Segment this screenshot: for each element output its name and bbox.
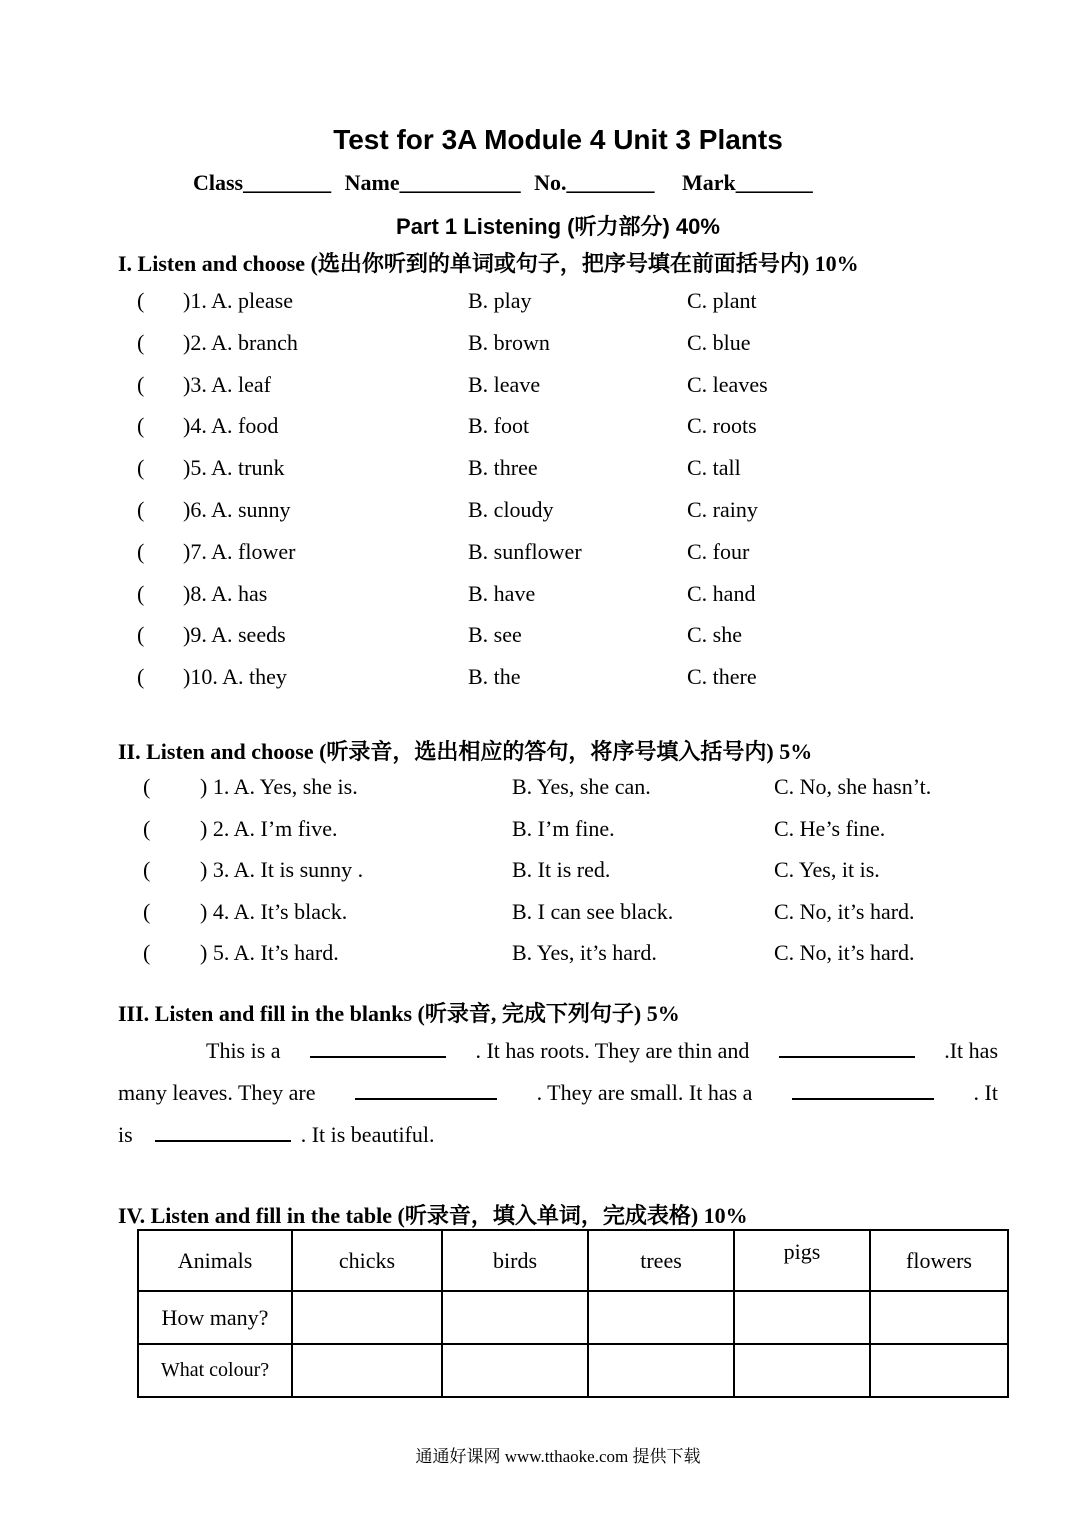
question-row	[0, 497, 1087, 527]
table-row	[138, 1344, 1008, 1397]
answer-bracket[interactable]: (	[137, 664, 145, 690]
section-1-heading: I. Listen and choose (选出你听到的单词或句子，把序号填在前面括号内) 10%	[118, 251, 859, 276]
question-row	[0, 816, 1087, 846]
page-title: Test for 3A Module 4 Unit 3 Plants	[333, 124, 783, 155]
option-c: C. roots	[687, 413, 757, 439]
paragraph-text: . They are small. It has a	[536, 1080, 753, 1105]
question-row	[0, 581, 1087, 611]
paragraph-text: .It has	[944, 1038, 998, 1063]
paragraph-text: . It has roots. They are thin and	[475, 1038, 750, 1063]
section-2-heading: II. Listen and choose (听录音，选出相应的答句，将序号填入括号内) 5%	[118, 739, 813, 764]
table-header-cell: chicks	[292, 1230, 442, 1291]
paragraph-text: . It is beautiful.	[300, 1122, 435, 1147]
student-info-line	[193, 170, 821, 196]
answer-blank[interactable]	[155, 1120, 291, 1142]
option-a: )8. A. has	[183, 580, 268, 606]
option-b: B. the	[468, 664, 521, 690]
answer-bracket[interactable]: (	[143, 940, 151, 965]
option-a: ) 1. A. Yes, she is.	[200, 774, 358, 799]
option-b: B. I’m fine.	[512, 815, 615, 841]
answer-bracket[interactable]: (	[137, 371, 145, 397]
answer-bracket[interactable]: (	[137, 413, 145, 439]
option-c: C. No, it’s hard.	[774, 898, 915, 924]
answer-cell[interactable]	[292, 1344, 442, 1397]
answer-cell[interactable]	[870, 1344, 1008, 1397]
answer-table	[137, 1229, 1009, 1398]
option-c: C. He’s fine.	[774, 815, 886, 841]
number-field[interactable]: No.________	[534, 170, 655, 195]
answer-bracket[interactable]: (	[137, 288, 145, 313]
option-b: B. Yes, it’s hard.	[512, 940, 657, 965]
option-c: C. Yes, it is.	[774, 857, 880, 882]
answer-bracket[interactable]: (	[143, 815, 151, 841]
answer-bracket[interactable]: (	[137, 455, 145, 481]
question-row	[0, 899, 1087, 929]
answer-bracket[interactable]: (	[143, 857, 151, 882]
option-a: ) 4. A. It’s black.	[200, 898, 348, 924]
answer-bracket[interactable]: (	[143, 774, 151, 799]
table-row-label: How many?	[138, 1291, 292, 1344]
option-a: )4. A. food	[183, 413, 279, 439]
option-c: C. she	[687, 622, 742, 648]
table-header-cell: pigs	[734, 1230, 870, 1291]
paragraph-text: . It	[973, 1080, 998, 1105]
question-row	[0, 330, 1087, 360]
table-header-cell: trees	[588, 1230, 734, 1291]
option-a: )7. A. flower	[183, 538, 296, 564]
option-a: )5. A. trunk	[183, 455, 285, 481]
table-row-label: What colour?	[138, 1344, 292, 1397]
option-c: C. No, she hasn’t.	[774, 774, 932, 799]
footer-credit: 通通好课网 www.tthaoke.com 提供下载	[415, 1447, 701, 1466]
option-b: B. leave	[468, 371, 541, 397]
answer-bracket[interactable]: (	[143, 898, 151, 924]
option-a: ) 5. A. It’s hard.	[200, 940, 339, 965]
answer-bracket[interactable]: (	[137, 580, 145, 606]
question-row	[0, 857, 1087, 887]
table-row	[138, 1291, 1008, 1344]
section-4-heading: IV. Listen and fill in the table (听录音，填入单词，完成表格) 10%	[118, 1203, 748, 1228]
answer-bracket[interactable]: (	[137, 329, 145, 355]
option-b: B. see	[468, 622, 522, 648]
part-heading: Part 1 Listening (听力部分) 40%	[396, 214, 720, 239]
answer-cell[interactable]	[734, 1291, 870, 1344]
question-row	[0, 372, 1087, 402]
option-b: B. I can see black.	[512, 898, 674, 924]
answer-cell[interactable]	[442, 1291, 588, 1344]
table-header-cell: birds	[442, 1230, 588, 1291]
option-c: C. blue	[687, 329, 751, 355]
option-b: B. have	[468, 580, 536, 606]
question-row	[0, 622, 1087, 652]
option-a: ) 3. A. It is sunny .	[200, 857, 364, 882]
answer-cell[interactable]	[734, 1344, 870, 1397]
answer-cell[interactable]	[292, 1291, 442, 1344]
table-header-cell: flowers	[870, 1230, 1008, 1291]
option-b: B. Yes, she can.	[512, 774, 651, 799]
option-b: B. It is red.	[512, 857, 611, 882]
option-c: C. hand	[687, 580, 756, 606]
question-row	[0, 539, 1087, 569]
answer-blank[interactable]	[792, 1078, 934, 1100]
section-3-heading: III. Listen and fill in the blanks (听录音, 完成下列句子) 5%	[118, 1001, 680, 1026]
answer-cell[interactable]	[442, 1344, 588, 1397]
option-a: )2. A. branch	[183, 329, 298, 355]
answer-blank[interactable]	[779, 1036, 915, 1058]
option-a: )3. A. leaf	[183, 371, 271, 397]
paragraph-text: This is a	[206, 1038, 281, 1063]
answer-bracket[interactable]: (	[137, 538, 145, 564]
answer-cell[interactable]	[588, 1344, 734, 1397]
question-row	[0, 413, 1087, 443]
answer-cell[interactable]	[870, 1291, 1008, 1344]
table-header-row	[138, 1230, 1008, 1291]
answer-bracket[interactable]: (	[137, 622, 145, 648]
option-c: C. four	[687, 538, 750, 564]
question-row	[0, 288, 1087, 318]
option-a: )9. A. seeds	[183, 622, 286, 648]
option-b: B. cloudy	[468, 497, 554, 522]
option-a: )1. A. please	[183, 288, 293, 313]
option-b: B. three	[468, 455, 538, 481]
question-row	[0, 940, 1087, 970]
option-a: )6. A. sunny	[183, 497, 291, 522]
answer-bracket[interactable]: (	[137, 497, 145, 522]
option-c: C. tall	[687, 455, 741, 481]
paragraph-text: many leaves. They are	[118, 1080, 316, 1105]
answer-blank[interactable]	[310, 1036, 446, 1058]
option-b: B. sunflower	[468, 538, 582, 564]
option-c: C. plant	[687, 288, 757, 313]
option-c: C. leaves	[687, 371, 768, 397]
question-row	[0, 664, 1087, 694]
paragraph-text: is	[118, 1122, 133, 1147]
option-a: ) 2. A. I’m five.	[200, 815, 338, 841]
option-c: C. No, it’s hard.	[774, 940, 915, 965]
option-a: )10. A. they	[183, 664, 287, 690]
option-b: B. play	[468, 288, 532, 313]
question-row	[0, 455, 1087, 485]
answer-blank[interactable]	[355, 1078, 497, 1100]
mark-field[interactable]: Mark_______	[682, 170, 813, 195]
option-b: B. foot	[468, 413, 530, 439]
name-field[interactable]: Name___________	[344, 170, 521, 195]
question-row	[0, 774, 1087, 804]
class-field[interactable]: Class________	[193, 170, 332, 195]
option-c: C. there	[687, 664, 757, 690]
option-b: B. brown	[468, 329, 550, 355]
answer-cell[interactable]	[588, 1291, 734, 1344]
table-header-cell: Animals	[138, 1230, 292, 1291]
option-c: C. rainy	[687, 497, 758, 522]
